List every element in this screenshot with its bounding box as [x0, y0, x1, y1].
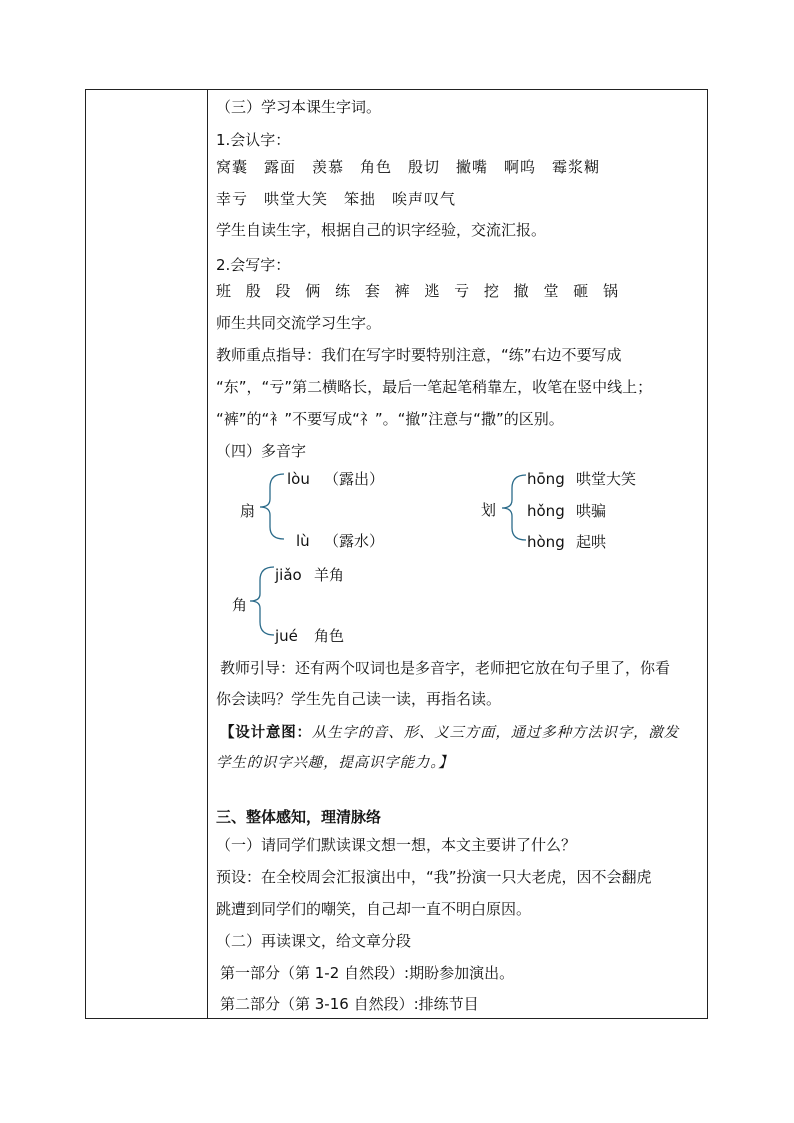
design-intent-line-1 [220, 724, 679, 742]
recognize-label: 1.会认字： [216, 131, 291, 149]
recognize-row-1: 窝囊 露面 羡慕 角色 殷切 撇嘴 啊呜 霉浆糊 [216, 158, 601, 176]
pinyin-2c: hòng [527, 533, 565, 551]
guide-line-1: 教师重点指导：我们在写字时要特别注意，“练”右边不要写成 [216, 346, 622, 364]
word-2c: 起哄 [576, 533, 607, 551]
guide-line-2: “东”，“亏”第二横略长，最后一笔起笔稍靠左，收笔在竖中线上； [216, 378, 653, 396]
design-intent-line-2: 学生的识字兴趣，提高识字能力。】 [216, 755, 454, 771]
word-1b: （露水） [324, 532, 385, 550]
column-divider [207, 90, 208, 1018]
polyphone-char-3: 角 [232, 596, 248, 614]
polyphone-title: （四）多音字 [216, 442, 307, 460]
teacher-guide-line-1: 教师引导：还有两个叹词也是多音字，老师把它放在句子里了，你看 [220, 659, 671, 677]
pinyin-2a: hōng [527, 470, 565, 488]
pinyin-2b: hǒng [527, 502, 565, 520]
section-title: （三）学习本课生字词。 [216, 98, 382, 116]
content-cell [216, 90, 699, 1018]
word-3b: 角色 [314, 627, 345, 645]
write-note: 师生共同交流学习生字。 [216, 314, 382, 332]
question-1: （一）请同学们默读课文想一想，本文主要讲了什么？ [216, 836, 577, 854]
question-2: （二）再读课文，给文章分段 [216, 932, 412, 950]
part3-heading: 三、整体感知，理清脉络 [216, 808, 382, 826]
teacher-guide-line-2: 你会读吗？学生先自己读一读，再指名读。 [216, 690, 502, 708]
brace-1 [258, 471, 286, 541]
word-1a: （露出） [324, 470, 385, 488]
write-row: 班 殷 段 俩 练 套 裤 逃 亏 挖 撤 堂 砸 锅 [216, 282, 618, 300]
pinyin-3b: jué [275, 627, 298, 645]
lesson-table [85, 89, 708, 1019]
recognize-row-2: 幸亏 哄堂大笑 笨拙 唉声叹气 [216, 190, 457, 208]
segment-1: 第一部分（第 1-2 自然段）:期盼参加演出。 [220, 964, 515, 982]
segment-2: 第二部分（第 3-16 自然段）:排练节目 [220, 995, 479, 1013]
preset-line-2: 跳遭到同学们的嘲笑，自己却一直不明白原因。 [216, 900, 532, 918]
write-label: 2.会写字： [216, 256, 291, 274]
pinyin-3a: jiǎo [275, 566, 302, 584]
design-intent-text: 从生字的音、形、义三方面，通过多种方法识字，激发 [311, 725, 680, 741]
design-intent-label: 【设计意图： [220, 724, 312, 741]
guide-line-3: “裤”的“衤”不要写成“礻”。“撤”注意与“撒”的区别。 [216, 410, 564, 428]
brace-2 [500, 472, 528, 542]
pinyin-1b: lù [296, 532, 310, 550]
polyphone-char-2: 划 [481, 501, 497, 519]
recognize-note: 学生自读生字，根据自己的识字经验，交流汇报。 [216, 221, 547, 239]
brace-3 [248, 564, 276, 638]
pinyin-1a: lòu [287, 470, 310, 488]
preset-line-1: 预设：在全校周会汇报演出中，“我”扮演一只大老虎，因不会翻虎 [216, 868, 652, 886]
word-2b: 哄骗 [576, 502, 607, 520]
polyphone-char-1: 扇 [240, 502, 256, 520]
word-3a: 羊角 [314, 566, 345, 584]
word-2a: 哄堂大笑 [576, 470, 637, 488]
